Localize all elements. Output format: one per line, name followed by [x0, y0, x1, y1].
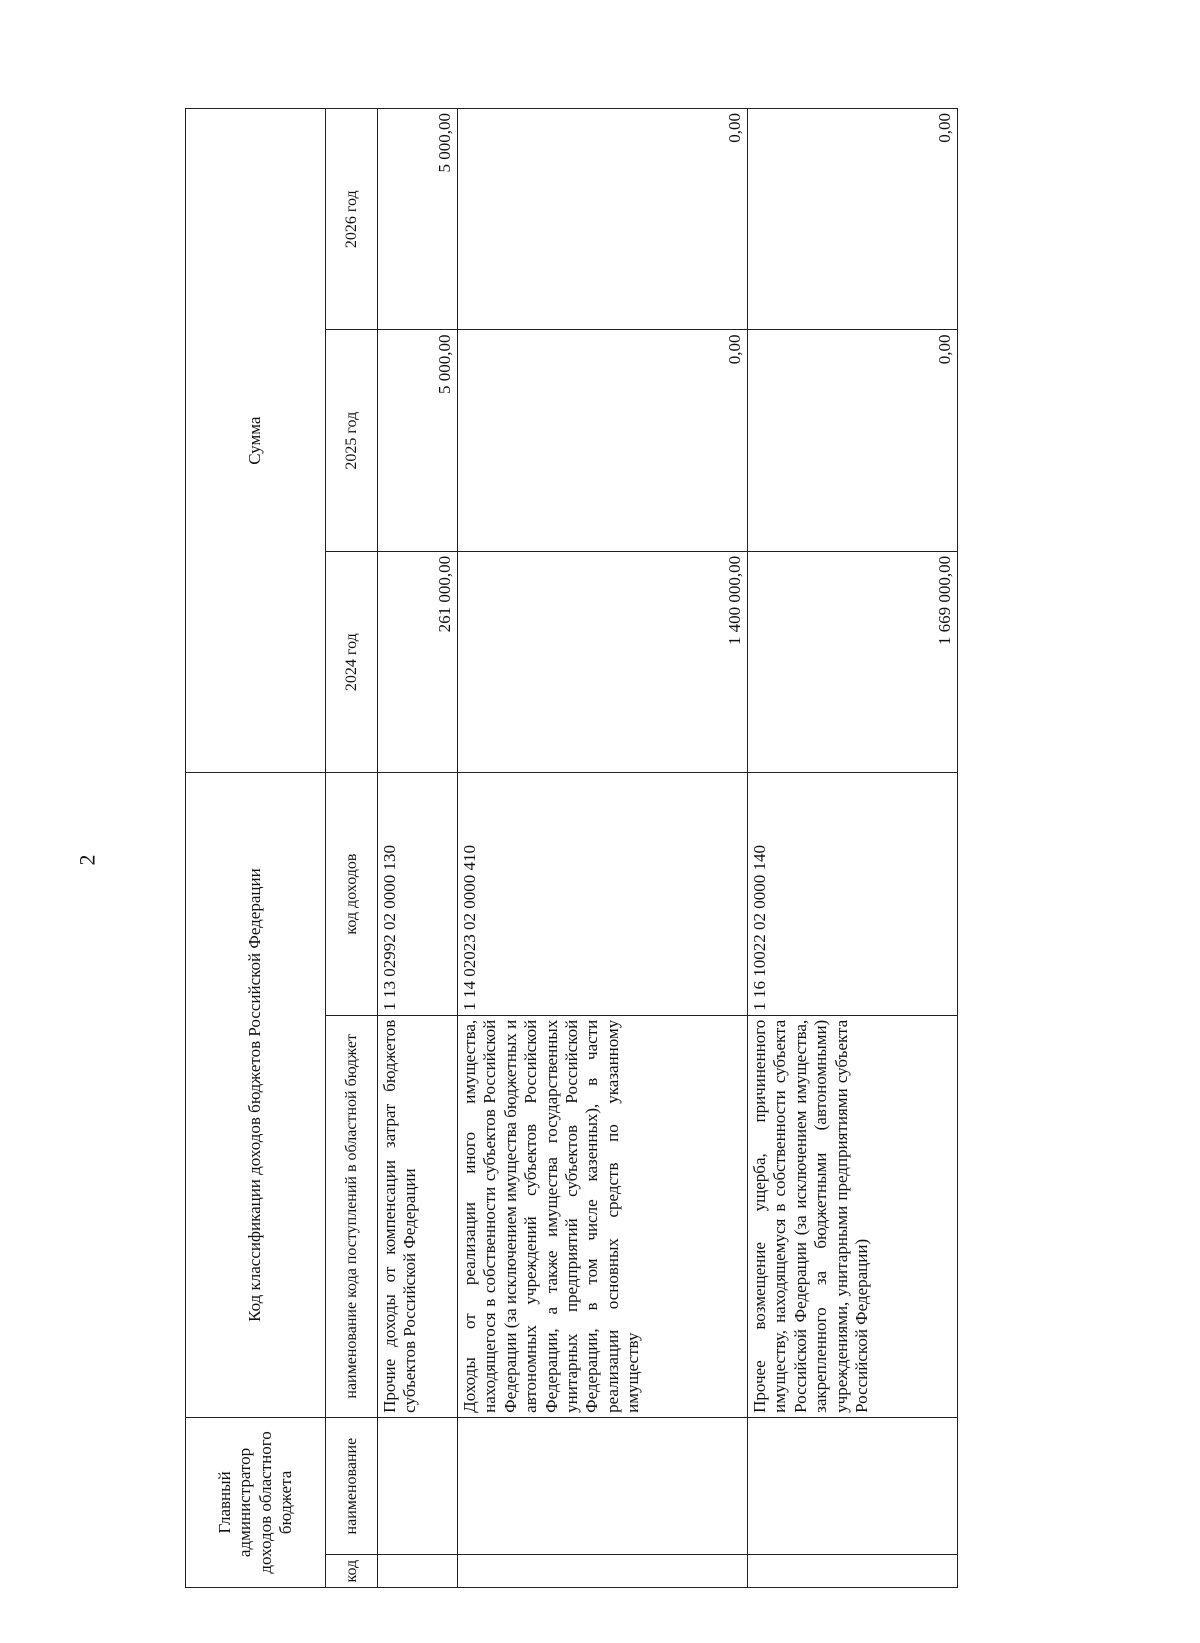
row-admin-name: [378, 1417, 458, 1555]
header-admin: Главный администратор доходов областного бюджета: [186, 1417, 326, 1587]
page-number: 2: [74, 854, 100, 866]
row-admin-code: [458, 1555, 748, 1588]
row-admin-code: [378, 1555, 458, 1588]
row-sum-2025: 5 000,00: [378, 330, 458, 551]
header-admin-code: код: [326, 1555, 378, 1588]
row-income-name: Прочее возмещение ущерба, причиненного имуществу, находящемуся в собственности субъекта Российской Федерации (за исключением имущества, закрепленного за бюджетными (автономными) учреждениями, унитарными предприятиями субъекта Российской Федерации): [748, 1015, 958, 1417]
row-sum-2026: 0,00: [748, 109, 958, 330]
income-classification-table: [185, 108, 958, 1588]
header-year-2025: 2025 год: [326, 330, 378, 551]
row-sum-2024: 1 400 000,00: [458, 551, 748, 772]
header-admin-name: наименование: [326, 1417, 378, 1555]
row-income-name: Доходы от реализации иного имущества, находящегося в собственности субъектов Российской Федерации (за исключением имущества бюджетных и автономных учреждений субъектов Российской Федерации, а также имущества государственных унитарных предприятий субъектов Российской Федерации, в том числе казенных), в части реализации основных средств по указанному имуществу: [458, 1015, 748, 1417]
row-admin-name: [748, 1417, 958, 1555]
row-income-code: 1 14 02023 02 0000 410: [458, 773, 748, 1015]
header-year-2024: 2024 год: [326, 551, 378, 772]
row-sum-2025: 0,00: [458, 330, 748, 551]
row-admin-code: [748, 1555, 958, 1588]
row-sum-2024: 261 000,00: [378, 551, 458, 772]
row-sum-2026: 0,00: [458, 109, 748, 330]
row-income-code: 1 16 10022 02 0000 140: [748, 773, 958, 1015]
header-income-name: наименование кода поступлений в областной бюджет: [326, 1015, 378, 1417]
header-classification: Код классификации доходов бюджетов Российской Федерации: [186, 773, 326, 1418]
row-sum-2026: 5 000,00: [378, 109, 458, 330]
header-income-code: код доходов: [326, 773, 378, 1015]
row-income-name: Прочие доходы от компенсации затрат бюджетов субъектов Российской Федерации: [378, 1015, 458, 1417]
table-row: [378, 109, 458, 1588]
row-sum-2024: 1 669 000,00: [748, 551, 958, 772]
row-admin-name: [458, 1417, 748, 1555]
row-income-code: 1 13 02992 02 0000 130: [378, 773, 458, 1015]
header-year-2026: 2026 год: [326, 109, 378, 330]
row-sum-2025: 0,00: [748, 330, 958, 551]
header-sum: Сумма: [186, 109, 326, 773]
table-row: [458, 109, 748, 1588]
table-row: [748, 109, 958, 1588]
